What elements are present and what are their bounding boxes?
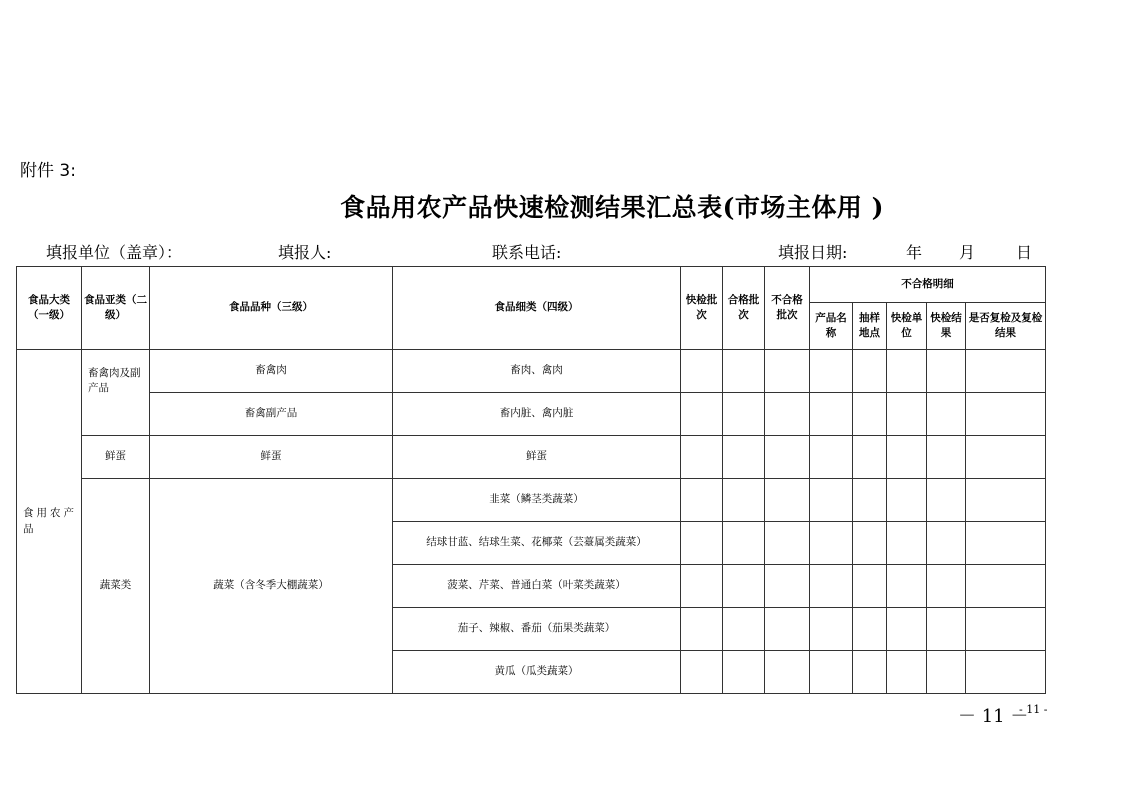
data-cell[interactable]: [853, 522, 887, 565]
data-cell[interactable]: [765, 565, 810, 608]
data-cell[interactable]: [681, 522, 723, 565]
data-cell[interactable]: [723, 565, 765, 608]
attachment-label: 附件 3:: [20, 161, 76, 181]
data-cell[interactable]: [853, 608, 887, 651]
data-cell[interactable]: [853, 479, 887, 522]
data-cell[interactable]: [810, 436, 853, 479]
table-row: [17, 436, 1046, 479]
data-cell[interactable]: [853, 651, 887, 694]
data-cell[interactable]: [723, 651, 765, 694]
data-cell[interactable]: [723, 522, 765, 565]
data-cell[interactable]: [887, 479, 927, 522]
data-cell[interactable]: [853, 350, 887, 393]
data-cell[interactable]: [927, 350, 966, 393]
header-quick-batches: 快检批次: [681, 267, 723, 350]
data-cell[interactable]: [927, 479, 966, 522]
data-cell[interactable]: [927, 436, 966, 479]
data-cell[interactable]: [723, 608, 765, 651]
cell-variety-byproduct: 畜禽副产品: [150, 393, 393, 436]
data-cell[interactable]: [810, 393, 853, 436]
data-cell[interactable]: [765, 350, 810, 393]
fill-year-label: 年: [906, 243, 923, 262]
header-level3: 食品品种（三级）: [150, 267, 393, 350]
data-cell[interactable]: [765, 436, 810, 479]
data-cell[interactable]: [927, 393, 966, 436]
data-cell[interactable]: [887, 350, 927, 393]
cell-veg-detail: 茄子、辣椒、番茄（茄果类蔬菜）: [393, 608, 681, 651]
data-cell[interactable]: [966, 565, 1046, 608]
data-cell[interactable]: [810, 522, 853, 565]
data-cell[interactable]: [853, 565, 887, 608]
table-row: [17, 393, 1046, 436]
cell-sub-veg: 蔬菜类: [82, 479, 150, 694]
data-cell[interactable]: [765, 608, 810, 651]
cell-veg-detail: 黄瓜（瓜类蔬菜）: [393, 651, 681, 694]
data-cell[interactable]: [966, 436, 1046, 479]
header-quick-result: 快检结果: [927, 303, 966, 350]
data-cell[interactable]: [681, 436, 723, 479]
data-cell[interactable]: [810, 479, 853, 522]
cell-sub-egg: 鲜蛋: [82, 436, 150, 479]
summary-table: [16, 266, 1046, 694]
data-cell[interactable]: [966, 393, 1046, 436]
header-fail-detail: 不合格明细: [810, 267, 1046, 303]
header-quick-unit: 快检单位: [887, 303, 927, 350]
cell-veg-detail: 结球甘蓝、结球生菜、花椰菜（芸薹属类蔬菜）: [393, 522, 681, 565]
header-sample-location: 抽样地点: [853, 303, 887, 350]
data-cell[interactable]: [927, 651, 966, 694]
header-product-name: 产品名称: [810, 303, 853, 350]
data-cell[interactable]: [887, 393, 927, 436]
cell-detail-egg: 鲜蛋: [393, 436, 681, 479]
fill-day-label: 日: [1016, 243, 1033, 262]
data-cell[interactable]: [810, 608, 853, 651]
data-cell[interactable]: [723, 479, 765, 522]
data-cell[interactable]: [853, 393, 887, 436]
data-cell[interactable]: [765, 522, 810, 565]
data-cell[interactable]: [681, 651, 723, 694]
data-cell[interactable]: [765, 651, 810, 694]
data-cell[interactable]: [927, 522, 966, 565]
data-cell[interactable]: [887, 522, 927, 565]
table-row: [17, 350, 1046, 393]
data-cell[interactable]: [966, 522, 1046, 565]
data-cell[interactable]: [723, 436, 765, 479]
data-cell[interactable]: [887, 651, 927, 694]
cell-veg-detail: 菠菜、芹菜、普通白菜（叶菜类蔬菜）: [393, 565, 681, 608]
data-cell[interactable]: [887, 436, 927, 479]
cell-detail-meat: 畜肉、禽肉: [393, 350, 681, 393]
page-number: － 11 －: [958, 706, 1029, 727]
data-cell[interactable]: [681, 608, 723, 651]
header-recheck: 是否复检及复检结果: [966, 303, 1046, 350]
data-cell[interactable]: [810, 350, 853, 393]
data-cell[interactable]: [681, 565, 723, 608]
data-cell[interactable]: [810, 651, 853, 694]
header-level1: 食品大类（一级）: [17, 267, 82, 350]
data-cell[interactable]: [810, 565, 853, 608]
data-cell[interactable]: [765, 479, 810, 522]
data-cell[interactable]: [966, 651, 1046, 694]
fill-unit-label: 填报单位（盖章）：: [46, 243, 183, 262]
data-cell[interactable]: [723, 393, 765, 436]
data-cell[interactable]: [966, 350, 1046, 393]
cell-sub-meat: 畜禽肉及副产品: [82, 350, 150, 436]
cell-veg-detail: 韭菜（鳞茎类蔬菜）: [393, 479, 681, 522]
fill-month-label: 月: [959, 243, 976, 262]
data-cell[interactable]: [681, 350, 723, 393]
data-cell[interactable]: [887, 608, 927, 651]
fill-person-label: 填报人:: [278, 243, 332, 262]
header-pass-batches: 合格批次: [723, 267, 765, 350]
fill-phone-label: 联系电话:: [492, 243, 562, 262]
data-cell[interactable]: [966, 608, 1046, 651]
data-cell[interactable]: [887, 565, 927, 608]
cell-category1: 食用农产品: [17, 350, 82, 694]
cell-detail-byproduct: 畜内脏、禽内脏: [393, 393, 681, 436]
data-cell[interactable]: [723, 350, 765, 393]
header-fail-batches: 不合格批次: [765, 267, 810, 350]
header-level4: 食品细类（四级）: [393, 267, 681, 350]
data-cell[interactable]: [765, 393, 810, 436]
page-title: 食品用农产品快速检测结果汇总表(市场主体用 ): [340, 193, 884, 222]
data-cell[interactable]: [853, 436, 887, 479]
cell-variety-egg: 鲜蛋: [150, 436, 393, 479]
data-cell[interactable]: [927, 608, 966, 651]
cell-variety-veg: 蔬菜（含冬季大棚蔬菜）: [150, 479, 393, 694]
cell-variety-meat: 畜禽肉: [150, 350, 393, 393]
page-number-small: - 11 -: [1019, 703, 1048, 716]
data-cell[interactable]: [927, 565, 966, 608]
data-cell[interactable]: [681, 393, 723, 436]
header-level2: 食品亚类（二级）: [82, 267, 150, 350]
fill-date-label: 填报日期:: [778, 243, 848, 262]
data-cell[interactable]: [966, 479, 1046, 522]
table-row: [17, 479, 1046, 522]
data-cell[interactable]: [681, 479, 723, 522]
